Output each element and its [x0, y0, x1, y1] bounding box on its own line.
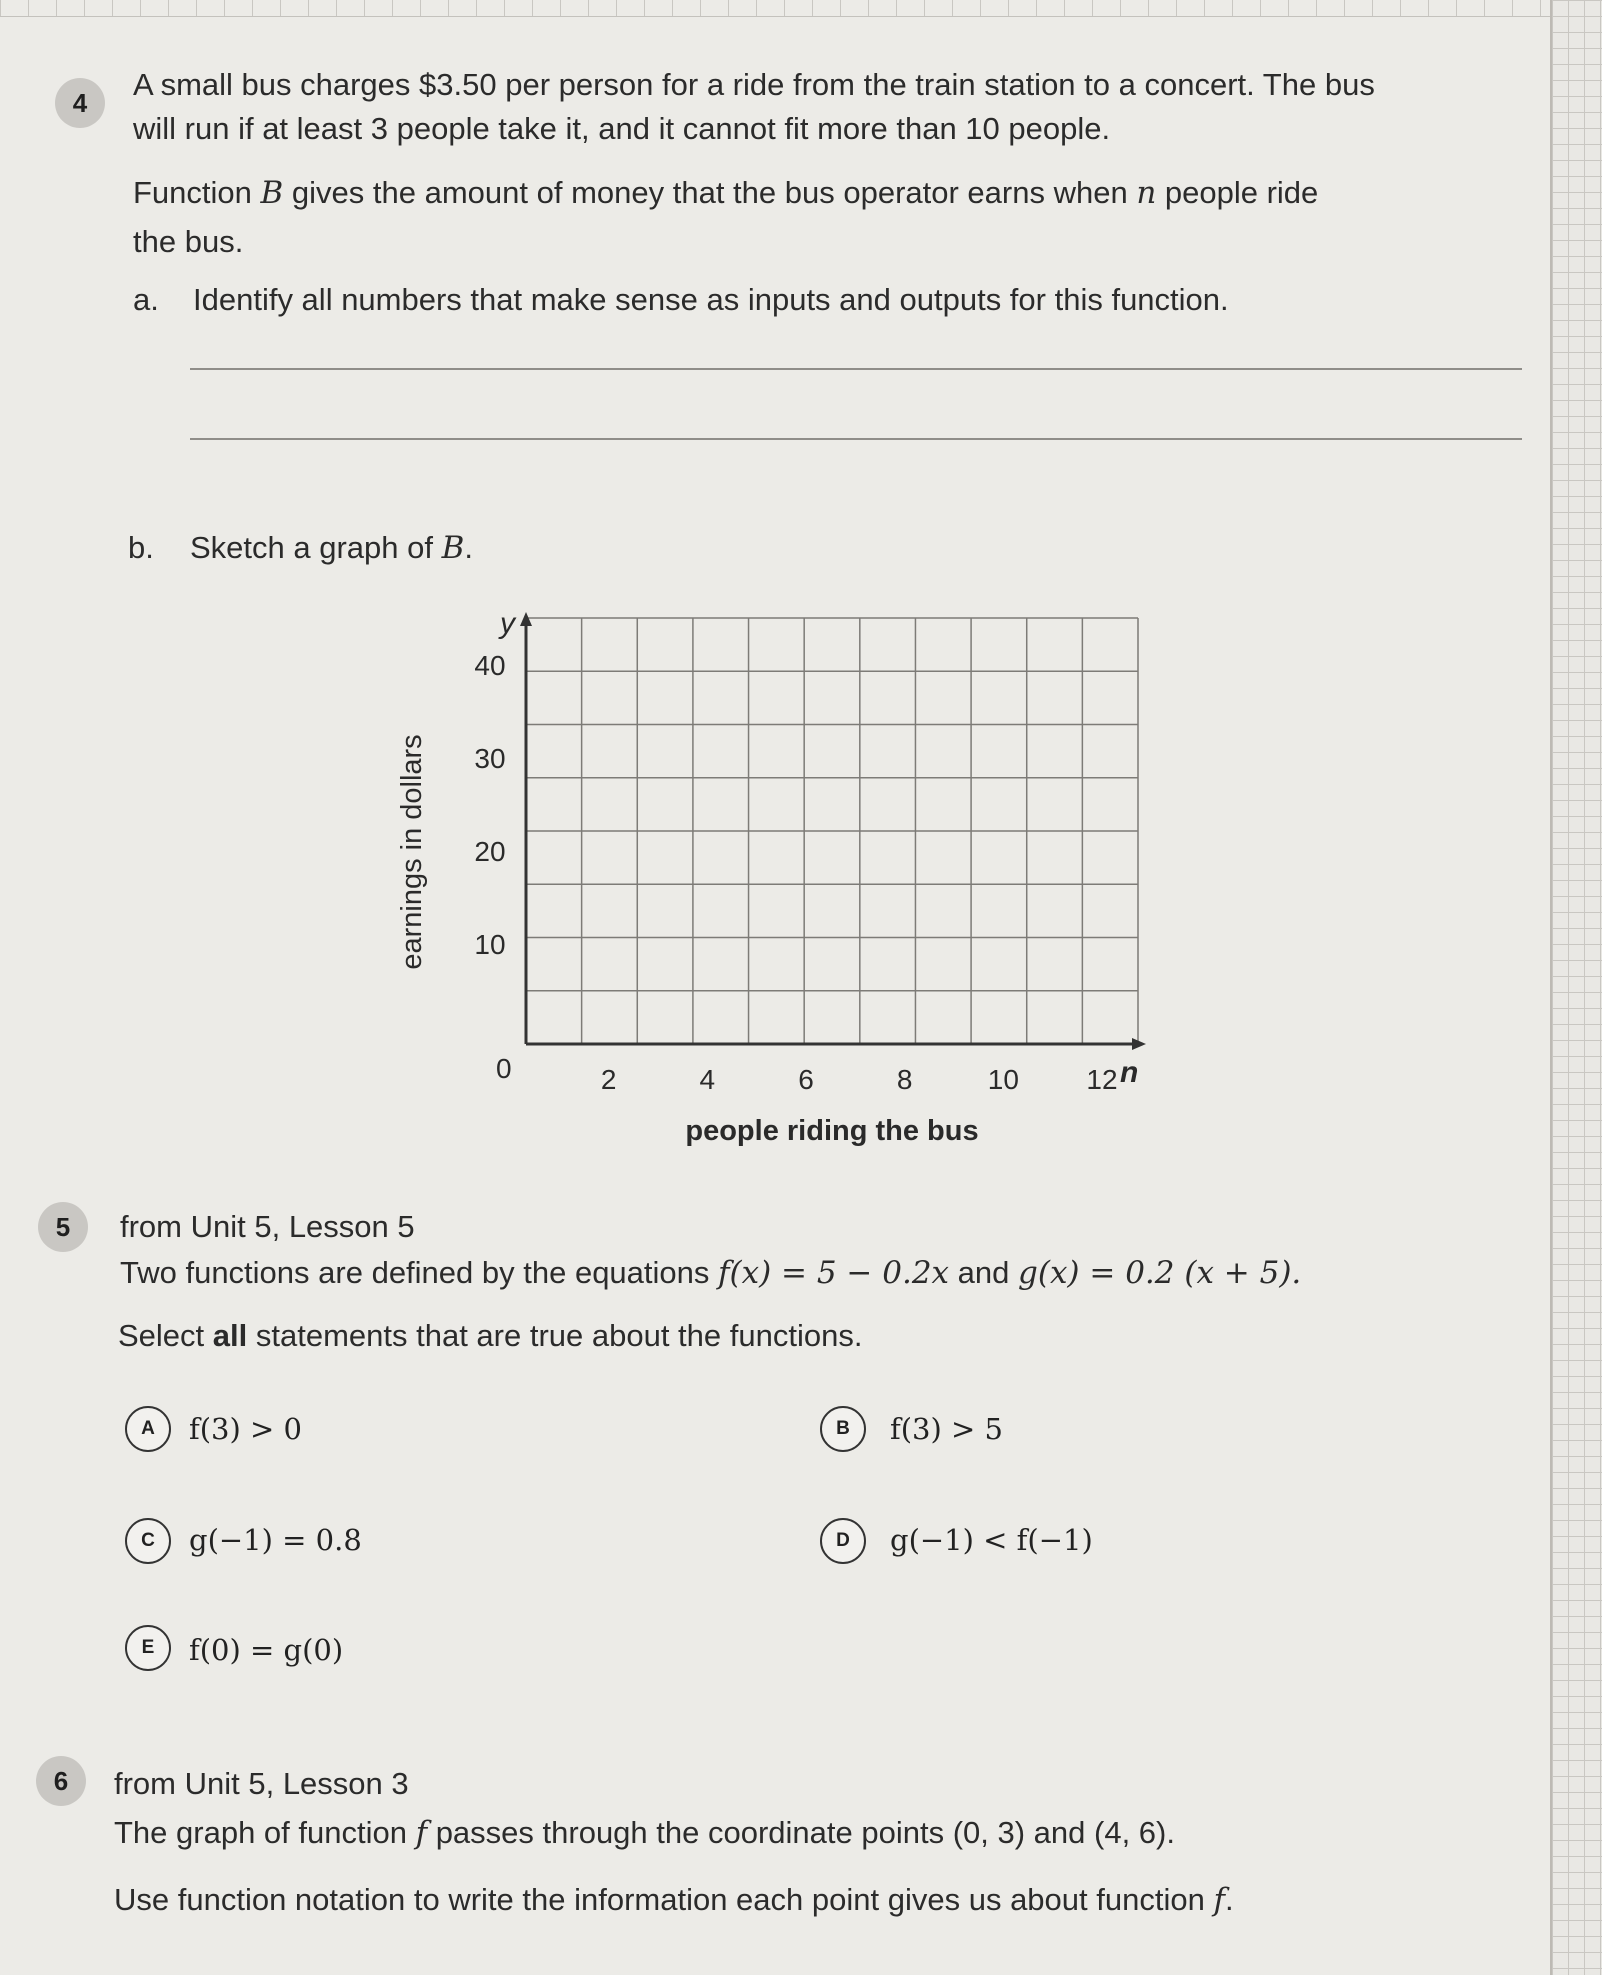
- q5-stem-mid: and: [949, 1255, 1018, 1290]
- q5-stem: [120, 1253, 1301, 1293]
- q4-part-b-label: b.: [128, 530, 154, 565]
- choice-e-text[interactable]: f(0) = g(0): [189, 1633, 344, 1667]
- q5-stem-start: Two functions are defined by the equations: [120, 1255, 719, 1290]
- q4-line-3-mid: gives the amount of money that the bus operator earns when: [283, 175, 1137, 210]
- q6-line-1: [114, 1813, 1175, 1853]
- graph-grid: [526, 618, 1138, 1044]
- q4-line-4: the bus.: [133, 224, 244, 259]
- x-tick-label: 4: [699, 1064, 716, 1095]
- q5-instruction-bold: all: [212, 1318, 248, 1353]
- q4-line-3-end: people ride: [1156, 175, 1319, 210]
- q5-instruction-start: Select: [118, 1318, 213, 1353]
- q6-line-2: [114, 1880, 1234, 1920]
- q4-var-b: B: [260, 175, 284, 211]
- q6-line-1-end: passes through the coordinate points (0, 3) and (4, 6).: [427, 1815, 1175, 1850]
- q4-part-a-text: Identify all numbers that make sense as inputs and outputs for this function.: [193, 282, 1229, 317]
- question-5-number: 5: [38, 1202, 88, 1252]
- q6-line-2-start: Use function notation to write the information each point gives us about function: [114, 1882, 1214, 1917]
- x-axis-arrow: [1132, 1038, 1146, 1050]
- q6-var-f-2: f: [1213, 1882, 1225, 1918]
- y-tick-label: 10: [474, 929, 506, 960]
- q6-line-2-end: .: [1224, 1882, 1234, 1917]
- q5-equation-f: f(x) = 5 − 0.2x: [718, 1255, 950, 1291]
- x-tick-label: 12: [1086, 1064, 1118, 1095]
- q4-var-n: n: [1136, 175, 1157, 211]
- q4-line-3-start: Function: [133, 175, 261, 210]
- question-6-number: 6: [36, 1756, 86, 1806]
- choice-e-bubble[interactable]: E: [125, 1625, 171, 1671]
- x-axis-title: people riding the bus: [685, 1115, 979, 1147]
- y-tick-label: 40: [474, 650, 506, 681]
- x-tick-label: 2: [600, 1064, 617, 1095]
- y-axis-variable: y: [500, 607, 515, 640]
- choice-a-bubble[interactable]: A: [125, 1406, 171, 1452]
- q6-var-f: f: [415, 1815, 428, 1851]
- q5-instruction: [118, 1316, 862, 1356]
- x-tick-label: 10: [987, 1064, 1019, 1095]
- y-tick-label: 20: [474, 836, 506, 867]
- q6-source: from Unit 5, Lesson 3: [114, 1766, 409, 1801]
- y-axis-title: earnings in dollars: [396, 734, 428, 970]
- y-axis-arrow: [520, 612, 532, 626]
- choice-b-bubble[interactable]: B: [820, 1406, 866, 1452]
- origin-label: 0: [496, 1053, 512, 1084]
- tick-labels: [474, 650, 1117, 1095]
- choice-b-text[interactable]: f(3) > 5: [890, 1412, 1003, 1446]
- q6-line-1-start: The graph of function: [114, 1815, 416, 1850]
- choice-c-bubble[interactable]: C: [125, 1518, 171, 1564]
- x-tick-label: 6: [798, 1064, 814, 1095]
- q4-part-b-var: B: [441, 530, 465, 566]
- choice-d-text[interactable]: g(−1) < f(−1): [890, 1523, 1093, 1557]
- q5-equation-g: g(x) = 0.2 (x + 5).: [1018, 1255, 1302, 1291]
- q4-line-1: A small bus charges $3.50 per person for a ride from the train station to a concert. The bus: [133, 67, 1375, 102]
- y-tick-label: 30: [474, 743, 506, 774]
- q4-part-a-label: a.: [133, 282, 159, 317]
- x-axis-variable: n: [1120, 1056, 1139, 1089]
- x-tick-label: 8: [896, 1064, 913, 1095]
- q4-part-b-end: .: [464, 530, 474, 565]
- choice-d-bubble[interactable]: D: [820, 1518, 866, 1564]
- q4-line-2: will run if at least 3 people take it, and it cannot fit more than 10 people.: [133, 111, 1111, 146]
- q4-part-b-start: Sketch a graph of: [190, 530, 442, 565]
- choice-a-text[interactable]: f(3) > 0: [189, 1412, 302, 1446]
- q5-source: from Unit 5, Lesson 5: [120, 1209, 415, 1244]
- choice-c-text[interactable]: g(−1) = 0.8: [189, 1523, 362, 1557]
- q5-instruction-end: statements that are true about the functions.: [247, 1318, 863, 1353]
- question-4-number: 4: [55, 78, 105, 128]
